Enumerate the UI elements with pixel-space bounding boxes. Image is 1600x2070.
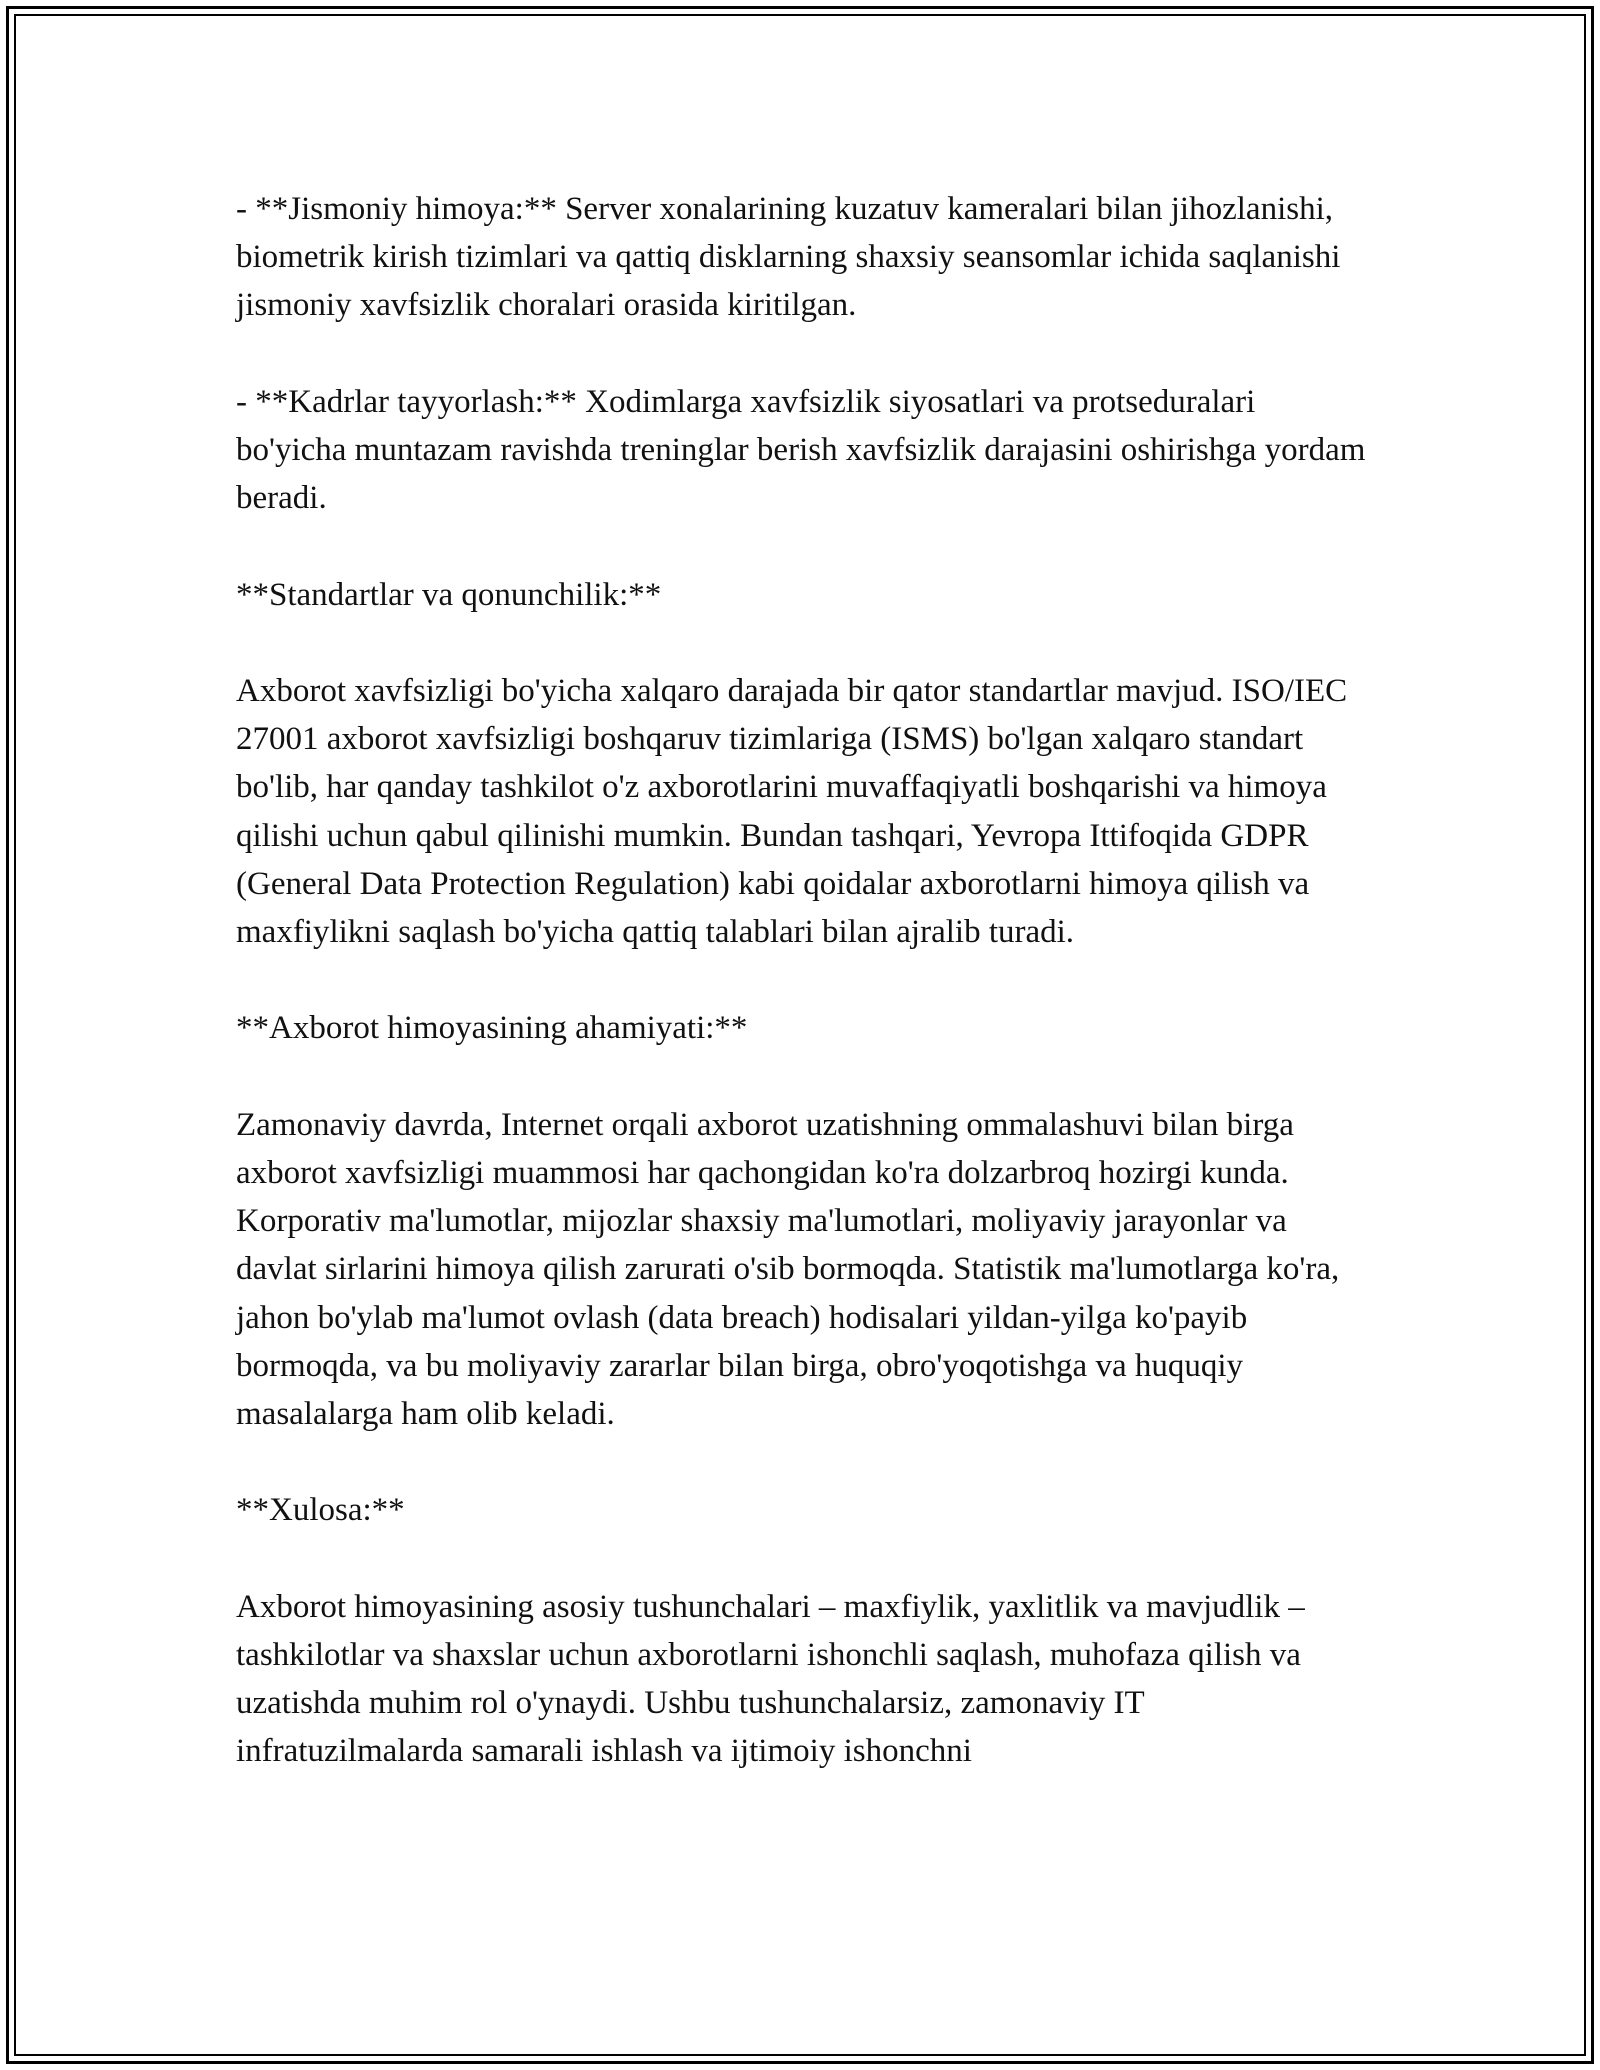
paragraph-conclusion: Axborot himoyasining asosiy tushunchalari – maxfiylik, yaxlitlik va mavjudlik – tashkilotlar va shaxslar uchun axborotlarni ishonchli saqlash, muhofaza qilish va uzatishda muhim rol o'ynaydi. Ushbu tushunchalarsiz, zamonaviy IT infratuzilmalarda samarali ishlash va ijtimoiy ishonchni [236, 1588, 1305, 1770]
heading-standards-legislation: **Standartlar va qonunchilik:** [236, 576, 662, 613]
paragraph-importance: Zamonaviy davrda, Internet orqali axborot uzatishning ommalashuvi bilan birga axborot xavfsizligi muammosi har qachongidan ko'ra dolzarbroq hozirgi kunda. Korporativ ma'lumotlar, mijozlar shaxsiy ma'lumotlari, moliyaviy jarayonlar va davlat sirlarini himoya qilish zarurati o'sib bormoqda. Statistik ma'lumotlarga ko'ra, jahon bo'ylab ma'lumot ovlash (data breach) hodisalari yildan-yilga ko'payib bormoqda, va bu moliyaviy zararlar bilan birga, obro'yoqotishga va huquqiy masalalarga ham olib keladi. [236, 1106, 1340, 1432]
paragraph-physical-protection: - **Jismoniy himoya:** Server xonalarining kuzatuv kameralari bilan jihozlanishi, biometrik kirish tizimlari va qattiq disklarning shaxsiy seansomlar ichida saqlanishi jismoniy xavfsizlik choralari orasida kiritilgan. [236, 191, 1341, 324]
document-body [236, 185, 1366, 1776]
heading-conclusion: **Xulosa:** [236, 1492, 405, 1529]
paragraph-standards: Axborot xavfsizligi bo'yicha xalqaro darajada bir qator standartlar mavjud. ISO/IEC 27001 axborot xavfsizligi boshqaruv tizimlariga (ISMS) bo'lgan xalqaro standart bo'lib, har qanday tashkilot o'z axborotlarini muvaffaqiyatli boshqarishi va himoya qilishi uchun qabul qilinishi mumkin. Bundan tashqari, Yevropa Ittifoqida GDPR (General Data Protection Regulation) kabi qoidalar axborotlarni himoya qilish va maxfiylikni saqlash bo'yicha qattiq talablari bilan ajralib turadi. [236, 672, 1348, 950]
paragraph-staff-training: - **Kadrlar tayyorlash:** Xodimlarga xavfsizlik siyosatlari va protseduralari bo'yicha muntazam ravishda treninglar berish xavfsizlik darajasini oshirishga yordam beradi. [236, 383, 1366, 517]
heading-importance: **Axborot himoyasining ahamiyati:** [236, 1010, 748, 1047]
